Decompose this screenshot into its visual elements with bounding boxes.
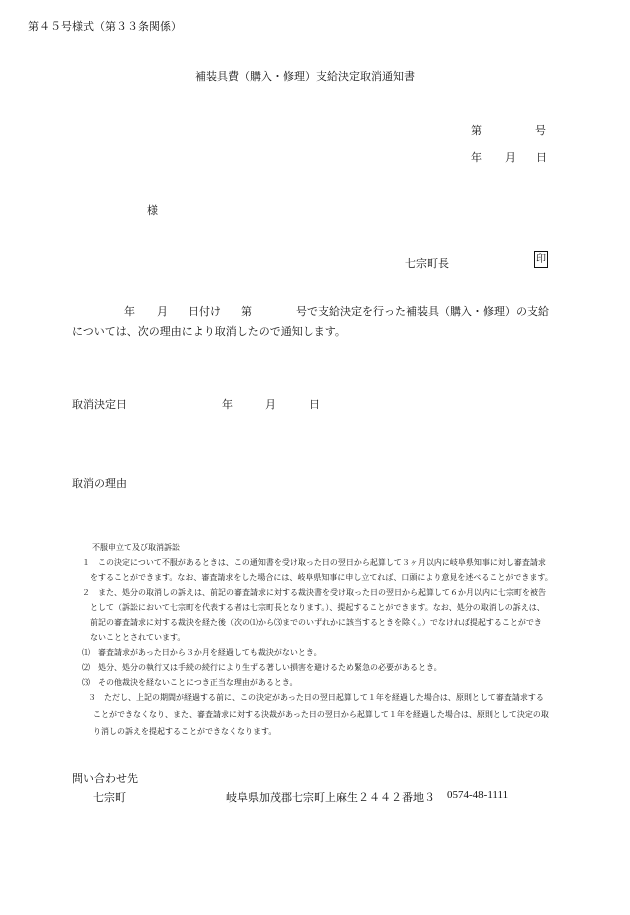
doc-number-prefix: 第: [471, 124, 482, 137]
note-sub-3: ⑶ その他裁決を経ないことにつき正当な理由があるとき。: [82, 678, 298, 687]
contact-address: 岐阜県加茂郡七宗町上麻生２４４２番地３: [226, 791, 435, 804]
body-main-text: 号で支給決定を行った補装具（購入・修理）の支給については、次の理由により取消したので通知します。: [72, 305, 549, 338]
contact-name: 七宗町: [93, 791, 126, 804]
note-3-line-2: ことができなくなり、また、審査請求に対する決裁があった日の翌日から起算して１年を経過した場合は、原則として決定の取: [93, 710, 549, 719]
note-2-line-1: ２ また、処分の取消しの訴えは、前記の審査請求に対する裁決書を受け取った日の翌日から起算して６か月以内に七宗町を被告: [82, 588, 546, 597]
contact-phone: 0574-48-1111: [447, 789, 509, 801]
document-title: 補装具費（購入・修理）支給決定取消通知書: [195, 70, 415, 83]
body-year: 年: [124, 305, 135, 318]
body-day: 日付け: [188, 305, 221, 318]
body-no-prefix: 第: [241, 305, 252, 318]
doc-number-suffix: 号: [535, 124, 546, 137]
cancel-date-year: 年: [222, 398, 233, 411]
doc-date-year: 年: [471, 151, 482, 164]
note-2-line-4: ないこととされています。: [90, 633, 186, 642]
note-2-line-3: 前記の審査請求に対する裁決を経た後（次の⑴から⑶までのいずれかに該当するときを除く。）でなければ提起することができ: [90, 618, 542, 627]
cancel-date-label: 取消決定日: [72, 398, 127, 411]
note-1-line-2: をすることができます。なお、審査請求をした場合には、岐阜県知事に申し立てれば、口頭により意見を述べることができます。: [90, 573, 553, 582]
note-sub-1: ⑴ 審査請求があった日から３か月を経過しても裁決がないとき。: [82, 648, 322, 657]
note-1-line-1: １ この決定について不服があるときは、この通知書を受け取った日の翌日から起算して３ヶ月以内に岐阜県知事に対し審査請求: [82, 558, 546, 567]
issuer-name: 七宗町長: [405, 257, 449, 270]
addressee-suffix: 様: [147, 204, 158, 217]
notes-heading: 不服申立て及び取消訴訟: [92, 543, 180, 552]
note-2-line-2: として（訴訟において七宗町を代表する者は七宗町長となります。）、提起することができます。なお、処分の取消しの訴えは、: [90, 603, 545, 612]
cancel-date-month: 月: [265, 398, 276, 411]
doc-date-day: 日: [536, 151, 547, 164]
form-number: 第４５号様式（第３３条関係）: [28, 20, 182, 33]
notice-body: [72, 302, 550, 342]
seal-mark: 印: [534, 251, 548, 268]
contact-label: 問い合わせ先: [72, 772, 138, 785]
note-3-line-1: ３ ただし、上記の期間が経過する前に、この決定があった日の翌日起算して１年を経過した場合は、原則として審査請求する: [88, 693, 544, 702]
cancel-reason-label: 取消の理由: [72, 477, 127, 490]
doc-date-month: 月: [505, 151, 516, 164]
note-3-line-3: り消しの訴えを提起することができなくなります。: [93, 727, 277, 736]
body-month: 月: [157, 305, 168, 318]
note-sub-2: ⑵ 処分、処分の執行又は手続の続行により生ずる著しい損害を避けるため緊急の必要があるとき。: [82, 663, 442, 672]
cancel-date-day: 日: [309, 398, 320, 411]
